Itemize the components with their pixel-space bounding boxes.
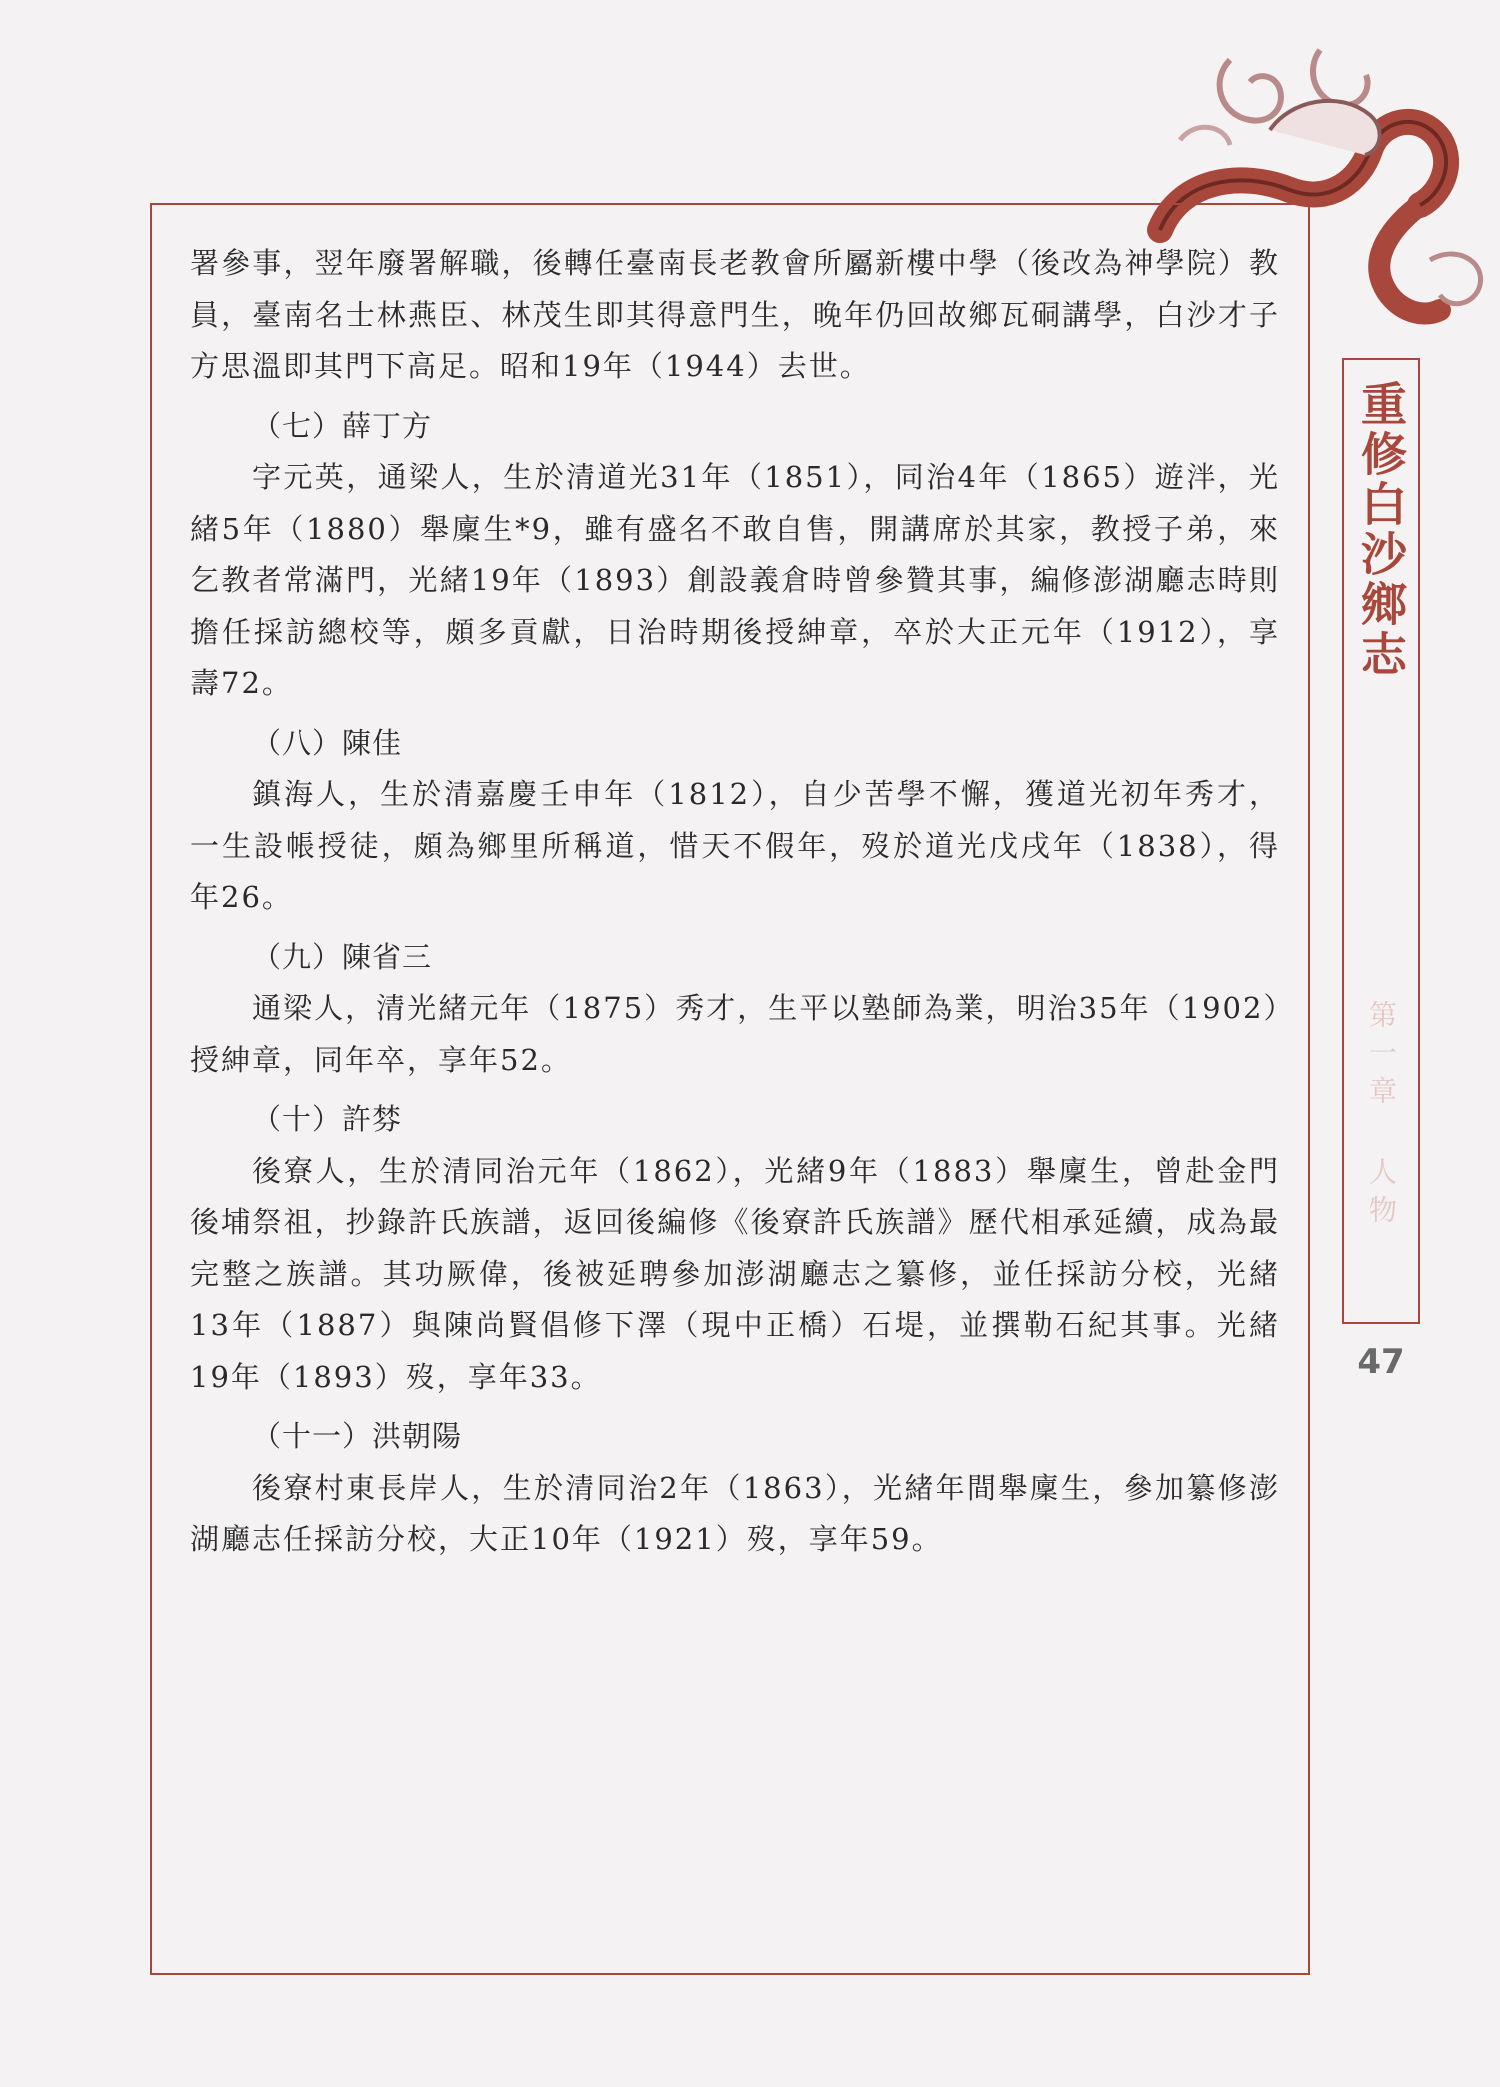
section-heading-8: （八）陳佳 — [252, 725, 403, 760]
paragraph-section-8: 鎮海人，生於清嘉慶壬申年（1812），自少苦學不懈，獲道光初年秀才，一生設帳授徒，頗為鄉里所稱道，惜天不假年，歿於道光戊戌年（1838），得年26。 — [190, 777, 1280, 914]
book-title: 重修白沙鄉志 — [1354, 380, 1408, 680]
paragraph-section-9: 通梁人，清光緒元年（1875）秀才，生平以塾師為業，明治35年（1902）授紳章，同年卒，享年52。 — [190, 991, 1280, 1077]
section-heading-11: （十一）洪朝陽 — [252, 1419, 463, 1453]
section-heading-9: （九）陳省三 — [252, 939, 433, 974]
paragraph-section-11: 後寮村東長岸人，生於清同治2年（1863），光緒年間舉廩生，參加纂修澎湖廳志任採訪分校，大正10年（1921）歿，享年59。 — [190, 1470, 1280, 1556]
side-panel — [1342, 358, 1420, 1324]
paragraph-continued: 署參事，翌年廢署解職，後轉任臺南長老教會所屬新樓中學（後改為神學院）教員，臺南名士林燕臣、林茂生即其得意門生，晚年仍回故鄉瓦硐講學，白沙才子方思溫即其門下高足。昭和19年（1944）去世。 — [190, 246, 1280, 383]
paragraph-section-7: 字元英，通梁人，生於清道光31年（1851），同治4年（1865）遊泮，光緒5年（1880）舉廩生*9，雖有盛名不敢自售，開講席於其家，教授子弟，來乞教者常滿門，光緒19年（1893）創設義倉時曾參贊其事，編修澎湖廳志時則擔任採訪總校等，頗多貢獻，日治時期後授紳章，卒於大正元年（1912），享壽72。 — [190, 460, 1280, 700]
section-heading-7: （七）薛丁方 — [252, 408, 433, 443]
section-heading-10: （十）許棼 — [252, 1102, 403, 1136]
chapter-label: 第一章 人物 — [1365, 1000, 1398, 1233]
paragraph-section-10: 後寮人，生於清同治元年（1862），光緒9年（1883）舉廩生，曾赴金門後埔祭祖，抄錄許氏族譜，返回後編修《後寮許氏族譜》歷代相承延續，成為最完整之族譜。其功厥偉，後被延聘參加澎湖廳志之纂修，並任採訪分校，光緒13年（1887）與陳尚賢倡修下澤（現中正橋）石堤，並撰勒石紀其事。光緒19年（1893）歿，享年33。 — [190, 1153, 1280, 1394]
main-content — [190, 238, 1280, 1566]
page-number: 47 — [1357, 1342, 1405, 1382]
